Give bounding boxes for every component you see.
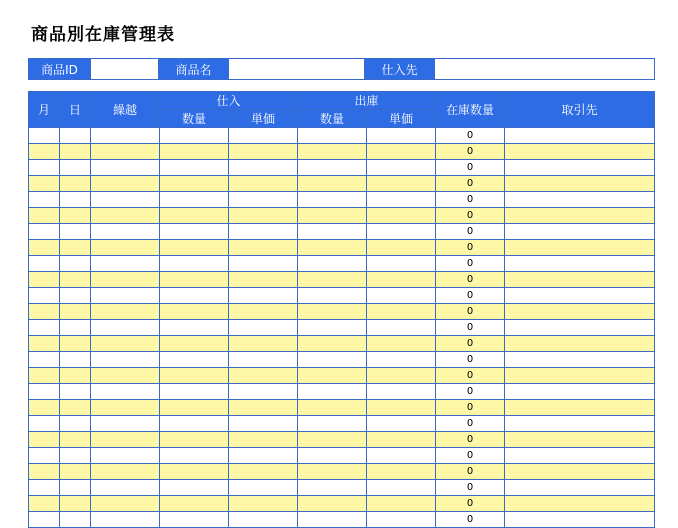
- cell-stock: 0: [436, 384, 505, 400]
- cell-shipment-qty[interactable]: [298, 240, 367, 256]
- cell-day[interactable]: [60, 176, 91, 192]
- cell-purchase-price[interactable]: [229, 368, 298, 384]
- cell-carryover[interactable]: [91, 432, 160, 448]
- table-row: [29, 336, 655, 352]
- cell-stock: 0: [436, 496, 505, 512]
- table-row: [29, 512, 655, 528]
- cell-purchase-price[interactable]: [229, 144, 298, 160]
- cell-purchase-price[interactable]: [229, 416, 298, 432]
- cell-purchase-qty[interactable]: [160, 320, 229, 336]
- cell-stock: 0: [436, 208, 505, 224]
- table-row: [29, 208, 655, 224]
- product-name-label: 商品名: [159, 59, 229, 80]
- cell-shipment-qty[interactable]: [298, 192, 367, 208]
- table-row: [29, 272, 655, 288]
- cell-shipment-qty[interactable]: [298, 464, 367, 480]
- cell-shipment-price[interactable]: [367, 144, 436, 160]
- cell-shipment-qty[interactable]: [298, 400, 367, 416]
- cell-purchase-price[interactable]: [229, 336, 298, 352]
- cell-day[interactable]: [60, 160, 91, 176]
- cell-carryover[interactable]: [91, 352, 160, 368]
- cell-stock: 0: [436, 272, 505, 288]
- cell-carryover[interactable]: [91, 496, 160, 512]
- table-row: [29, 256, 655, 272]
- cell-purchase-price[interactable]: [229, 160, 298, 176]
- cell-shipment-price[interactable]: [367, 160, 436, 176]
- cell-stock: 0: [436, 400, 505, 416]
- cell-stock: 0: [436, 240, 505, 256]
- cell-shipment-price[interactable]: [367, 512, 436, 528]
- cell-partner[interactable]: [505, 384, 655, 400]
- cell-purchase-qty[interactable]: [160, 144, 229, 160]
- cell-month[interactable]: [29, 288, 60, 304]
- supplier-label: 仕入先: [365, 59, 435, 80]
- cell-stock: 0: [436, 320, 505, 336]
- cell-month[interactable]: [29, 144, 60, 160]
- table-row: [29, 240, 655, 256]
- cell-partner[interactable]: [505, 224, 655, 240]
- table-row: [29, 480, 655, 496]
- cell-purchase-price[interactable]: [229, 304, 298, 320]
- cell-purchase-qty[interactable]: [160, 512, 229, 528]
- cell-carryover[interactable]: [91, 208, 160, 224]
- cell-purchase-price[interactable]: [229, 272, 298, 288]
- cell-shipment-price[interactable]: [367, 352, 436, 368]
- cell-partner[interactable]: [505, 208, 655, 224]
- table-row: [29, 464, 655, 480]
- cell-shipment-price[interactable]: [367, 256, 436, 272]
- cell-day[interactable]: [60, 128, 91, 144]
- cell-day[interactable]: [60, 208, 91, 224]
- table-row: [29, 144, 655, 160]
- product-name-field[interactable]: [229, 59, 365, 80]
- cell-purchase-qty[interactable]: [160, 192, 229, 208]
- cell-purchase-price[interactable]: [229, 512, 298, 528]
- cell-shipment-price[interactable]: [367, 464, 436, 480]
- cell-purchase-price[interactable]: [229, 176, 298, 192]
- cell-carryover[interactable]: [91, 224, 160, 240]
- cell-shipment-qty[interactable]: [298, 336, 367, 352]
- cell-month[interactable]: [29, 128, 60, 144]
- cell-shipment-qty[interactable]: [298, 208, 367, 224]
- cell-carryover[interactable]: [91, 192, 160, 208]
- cell-shipment-price[interactable]: [367, 384, 436, 400]
- cell-carryover[interactable]: [91, 400, 160, 416]
- table-row: [29, 176, 655, 192]
- cell-day[interactable]: [60, 464, 91, 480]
- table-row: [29, 304, 655, 320]
- cell-shipment-qty[interactable]: [298, 224, 367, 240]
- cell-shipment-qty[interactable]: [298, 432, 367, 448]
- cell-shipment-price[interactable]: [367, 128, 436, 144]
- cell-carryover[interactable]: [91, 464, 160, 480]
- supplier-field[interactable]: [435, 59, 655, 80]
- cell-carryover[interactable]: [91, 320, 160, 336]
- inventory-table: [28, 91, 655, 528]
- cell-partner[interactable]: [505, 416, 655, 432]
- col-shipment: 出庫: [298, 92, 436, 110]
- cell-stock: 0: [436, 304, 505, 320]
- cell-partner[interactable]: [505, 176, 655, 192]
- cell-month[interactable]: [29, 448, 60, 464]
- cell-shipment-qty[interactable]: [298, 304, 367, 320]
- cell-carryover[interactable]: [91, 304, 160, 320]
- cell-purchase-qty[interactable]: [160, 304, 229, 320]
- cell-purchase-qty[interactable]: [160, 448, 229, 464]
- col-shipment-price: 単価: [367, 110, 436, 128]
- page-title: 商品別在庫管理表: [31, 25, 175, 45]
- cell-month[interactable]: [29, 512, 60, 528]
- cell-partner[interactable]: [505, 448, 655, 464]
- cell-purchase-price[interactable]: [229, 224, 298, 240]
- cell-month[interactable]: [29, 256, 60, 272]
- cell-partner[interactable]: [505, 320, 655, 336]
- cell-partner[interactable]: [505, 512, 655, 528]
- cell-shipment-qty[interactable]: [298, 128, 367, 144]
- cell-shipment-qty[interactable]: [298, 512, 367, 528]
- cell-purchase-qty[interactable]: [160, 272, 229, 288]
- cell-stock: 0: [436, 448, 505, 464]
- table-row: [29, 352, 655, 368]
- col-carryover: 繰越: [91, 92, 160, 128]
- table-row: [29, 368, 655, 384]
- cell-carryover[interactable]: [91, 128, 160, 144]
- table-row: [29, 432, 655, 448]
- cell-day[interactable]: [60, 336, 91, 352]
- cell-shipment-price[interactable]: [367, 368, 436, 384]
- cell-purchase-price[interactable]: [229, 256, 298, 272]
- cell-carryover[interactable]: [91, 368, 160, 384]
- cell-partner[interactable]: [505, 480, 655, 496]
- cell-stock: 0: [436, 336, 505, 352]
- cell-stock: 0: [436, 512, 505, 528]
- cell-day[interactable]: [60, 384, 91, 400]
- cell-shipment-price[interactable]: [367, 288, 436, 304]
- cell-day[interactable]: [60, 416, 91, 432]
- cell-month[interactable]: [29, 400, 60, 416]
- cell-carryover[interactable]: [91, 512, 160, 528]
- cell-purchase-qty[interactable]: [160, 496, 229, 512]
- cell-shipment-price[interactable]: [367, 208, 436, 224]
- cell-month[interactable]: [29, 160, 60, 176]
- cell-shipment-price[interactable]: [367, 224, 436, 240]
- cell-purchase-qty[interactable]: [160, 400, 229, 416]
- cell-carryover[interactable]: [91, 160, 160, 176]
- cell-shipment-qty[interactable]: [298, 288, 367, 304]
- cell-purchase-price[interactable]: [229, 464, 298, 480]
- cell-month[interactable]: [29, 480, 60, 496]
- cell-shipment-price[interactable]: [367, 400, 436, 416]
- product-info-table: [28, 58, 655, 80]
- cell-purchase-price[interactable]: [229, 288, 298, 304]
- cell-carryover[interactable]: [91, 256, 160, 272]
- cell-day[interactable]: [60, 448, 91, 464]
- cell-month[interactable]: [29, 384, 60, 400]
- cell-stock: 0: [436, 432, 505, 448]
- cell-partner[interactable]: [505, 272, 655, 288]
- cell-month[interactable]: [29, 368, 60, 384]
- table-row: [29, 320, 655, 336]
- cell-shipment-price[interactable]: [367, 480, 436, 496]
- cell-month[interactable]: [29, 320, 60, 336]
- cell-shipment-qty[interactable]: [298, 160, 367, 176]
- cell-carryover[interactable]: [91, 336, 160, 352]
- cell-month[interactable]: [29, 272, 60, 288]
- col-purchase-qty: 数量: [160, 110, 229, 128]
- cell-partner[interactable]: [505, 400, 655, 416]
- cell-purchase-qty[interactable]: [160, 208, 229, 224]
- cell-shipment-price[interactable]: [367, 176, 436, 192]
- cell-shipment-qty[interactable]: [298, 320, 367, 336]
- table-row: [29, 384, 655, 400]
- cell-stock: 0: [436, 128, 505, 144]
- cell-partner[interactable]: [505, 256, 655, 272]
- cell-partner[interactable]: [505, 368, 655, 384]
- cell-purchase-qty[interactable]: [160, 464, 229, 480]
- cell-shipment-qty[interactable]: [298, 176, 367, 192]
- cell-stock: 0: [436, 352, 505, 368]
- cell-purchase-qty[interactable]: [160, 128, 229, 144]
- cell-month[interactable]: [29, 464, 60, 480]
- cell-shipment-qty[interactable]: [298, 144, 367, 160]
- cell-partner[interactable]: [505, 464, 655, 480]
- cell-carryover[interactable]: [91, 448, 160, 464]
- cell-purchase-qty[interactable]: [160, 224, 229, 240]
- cell-purchase-qty[interactable]: [160, 176, 229, 192]
- cell-purchase-qty[interactable]: [160, 416, 229, 432]
- cell-shipment-price[interactable]: [367, 496, 436, 512]
- col-shipment-qty: 数量: [298, 110, 367, 128]
- cell-day[interactable]: [60, 256, 91, 272]
- cell-purchase-qty[interactable]: [160, 432, 229, 448]
- cell-purchase-price[interactable]: [229, 192, 298, 208]
- cell-carryover[interactable]: [91, 272, 160, 288]
- cell-stock: 0: [436, 288, 505, 304]
- cell-carryover[interactable]: [91, 176, 160, 192]
- cell-shipment-price[interactable]: [367, 448, 436, 464]
- table-row: [29, 192, 655, 208]
- inventory-body: [29, 128, 655, 528]
- cell-purchase-price[interactable]: [229, 432, 298, 448]
- col-purchase-price: 単価: [229, 110, 298, 128]
- cell-month[interactable]: [29, 304, 60, 320]
- cell-carryover[interactable]: [91, 480, 160, 496]
- cell-shipment-price[interactable]: [367, 272, 436, 288]
- cell-month[interactable]: [29, 416, 60, 432]
- col-purchase: 仕入: [160, 92, 298, 110]
- col-month: 月: [29, 92, 60, 128]
- cell-purchase-qty[interactable]: [160, 480, 229, 496]
- cell-shipment-qty[interactable]: [298, 496, 367, 512]
- cell-shipment-qty[interactable]: [298, 256, 367, 272]
- cell-month[interactable]: [29, 432, 60, 448]
- col-partner: 取引先: [505, 92, 655, 128]
- cell-partner[interactable]: [505, 288, 655, 304]
- cell-month[interactable]: [29, 192, 60, 208]
- cell-partner[interactable]: [505, 336, 655, 352]
- cell-month[interactable]: [29, 240, 60, 256]
- table-row: [29, 288, 655, 304]
- product-id-label: 商品ID: [29, 59, 91, 80]
- cell-day[interactable]: [60, 512, 91, 528]
- cell-partner[interactable]: [505, 432, 655, 448]
- cell-shipment-qty[interactable]: [298, 368, 367, 384]
- cell-partner[interactable]: [505, 144, 655, 160]
- cell-purchase-price[interactable]: [229, 240, 298, 256]
- table-row: [29, 224, 655, 240]
- cell-stock: 0: [436, 464, 505, 480]
- cell-month[interactable]: [29, 208, 60, 224]
- cell-shipment-qty[interactable]: [298, 448, 367, 464]
- cell-stock: 0: [436, 256, 505, 272]
- cell-purchase-qty[interactable]: [160, 256, 229, 272]
- cell-purchase-qty[interactable]: [160, 384, 229, 400]
- cell-purchase-qty[interactable]: [160, 240, 229, 256]
- cell-shipment-price[interactable]: [367, 336, 436, 352]
- table-row: [29, 400, 655, 416]
- cell-purchase-price[interactable]: [229, 352, 298, 368]
- cell-carryover[interactable]: [91, 240, 160, 256]
- cell-carryover[interactable]: [91, 288, 160, 304]
- product-id-field[interactable]: [91, 59, 159, 80]
- cell-purchase-price[interactable]: [229, 208, 298, 224]
- cell-day[interactable]: [60, 496, 91, 512]
- cell-month[interactable]: [29, 176, 60, 192]
- cell-shipment-price[interactable]: [367, 320, 436, 336]
- cell-purchase-qty[interactable]: [160, 288, 229, 304]
- cell-month[interactable]: [29, 496, 60, 512]
- table-row: [29, 496, 655, 512]
- col-stock-qty: 在庫数量: [436, 92, 505, 128]
- cell-purchase-price[interactable]: [229, 384, 298, 400]
- cell-partner[interactable]: [505, 352, 655, 368]
- cell-partner[interactable]: [505, 128, 655, 144]
- cell-carryover[interactable]: [91, 144, 160, 160]
- cell-shipment-price[interactable]: [367, 304, 436, 320]
- cell-shipment-price[interactable]: [367, 240, 436, 256]
- cell-day[interactable]: [60, 272, 91, 288]
- cell-partner[interactable]: [505, 496, 655, 512]
- cell-day[interactable]: [60, 304, 91, 320]
- cell-stock: 0: [436, 368, 505, 384]
- cell-purchase-qty[interactable]: [160, 336, 229, 352]
- cell-carryover[interactable]: [91, 416, 160, 432]
- cell-shipment-price[interactable]: [367, 192, 436, 208]
- cell-shipment-price[interactable]: [367, 432, 436, 448]
- cell-day[interactable]: [60, 352, 91, 368]
- cell-stock: 0: [436, 160, 505, 176]
- cell-purchase-qty[interactable]: [160, 352, 229, 368]
- cell-partner[interactable]: [505, 192, 655, 208]
- cell-purchase-price[interactable]: [229, 496, 298, 512]
- cell-month[interactable]: [29, 336, 60, 352]
- cell-day[interactable]: [60, 224, 91, 240]
- cell-shipment-qty[interactable]: [298, 272, 367, 288]
- cell-day[interactable]: [60, 400, 91, 416]
- table-row: [29, 448, 655, 464]
- cell-month[interactable]: [29, 352, 60, 368]
- cell-shipment-qty[interactable]: [298, 480, 367, 496]
- cell-day[interactable]: [60, 480, 91, 496]
- cell-shipment-price[interactable]: [367, 416, 436, 432]
- cell-partner[interactable]: [505, 304, 655, 320]
- cell-purchase-price[interactable]: [229, 400, 298, 416]
- col-day: 日: [60, 92, 91, 128]
- cell-purchase-price[interactable]: [229, 480, 298, 496]
- cell-day[interactable]: [60, 144, 91, 160]
- cell-shipment-qty[interactable]: [298, 352, 367, 368]
- table-row: [29, 416, 655, 432]
- cell-shipment-qty[interactable]: [298, 384, 367, 400]
- cell-purchase-price[interactable]: [229, 128, 298, 144]
- cell-day[interactable]: [60, 192, 91, 208]
- cell-stock: 0: [436, 480, 505, 496]
- cell-stock: 0: [436, 416, 505, 432]
- cell-day[interactable]: [60, 240, 91, 256]
- cell-partner[interactable]: [505, 160, 655, 176]
- cell-day[interactable]: [60, 288, 91, 304]
- table-row: [29, 160, 655, 176]
- cell-carryover[interactable]: [91, 384, 160, 400]
- cell-stock: 0: [436, 144, 505, 160]
- cell-purchase-price[interactable]: [229, 448, 298, 464]
- cell-shipment-qty[interactable]: [298, 416, 367, 432]
- cell-partner[interactable]: [505, 240, 655, 256]
- cell-purchase-qty[interactable]: [160, 368, 229, 384]
- cell-day[interactable]: [60, 320, 91, 336]
- cell-stock: 0: [436, 224, 505, 240]
- cell-purchase-price[interactable]: [229, 320, 298, 336]
- cell-month[interactable]: [29, 224, 60, 240]
- cell-stock: 0: [436, 176, 505, 192]
- cell-day[interactable]: [60, 368, 91, 384]
- table-row: [29, 128, 655, 144]
- cell-stock: 0: [436, 192, 505, 208]
- cell-purchase-qty[interactable]: [160, 160, 229, 176]
- cell-day[interactable]: [60, 432, 91, 448]
